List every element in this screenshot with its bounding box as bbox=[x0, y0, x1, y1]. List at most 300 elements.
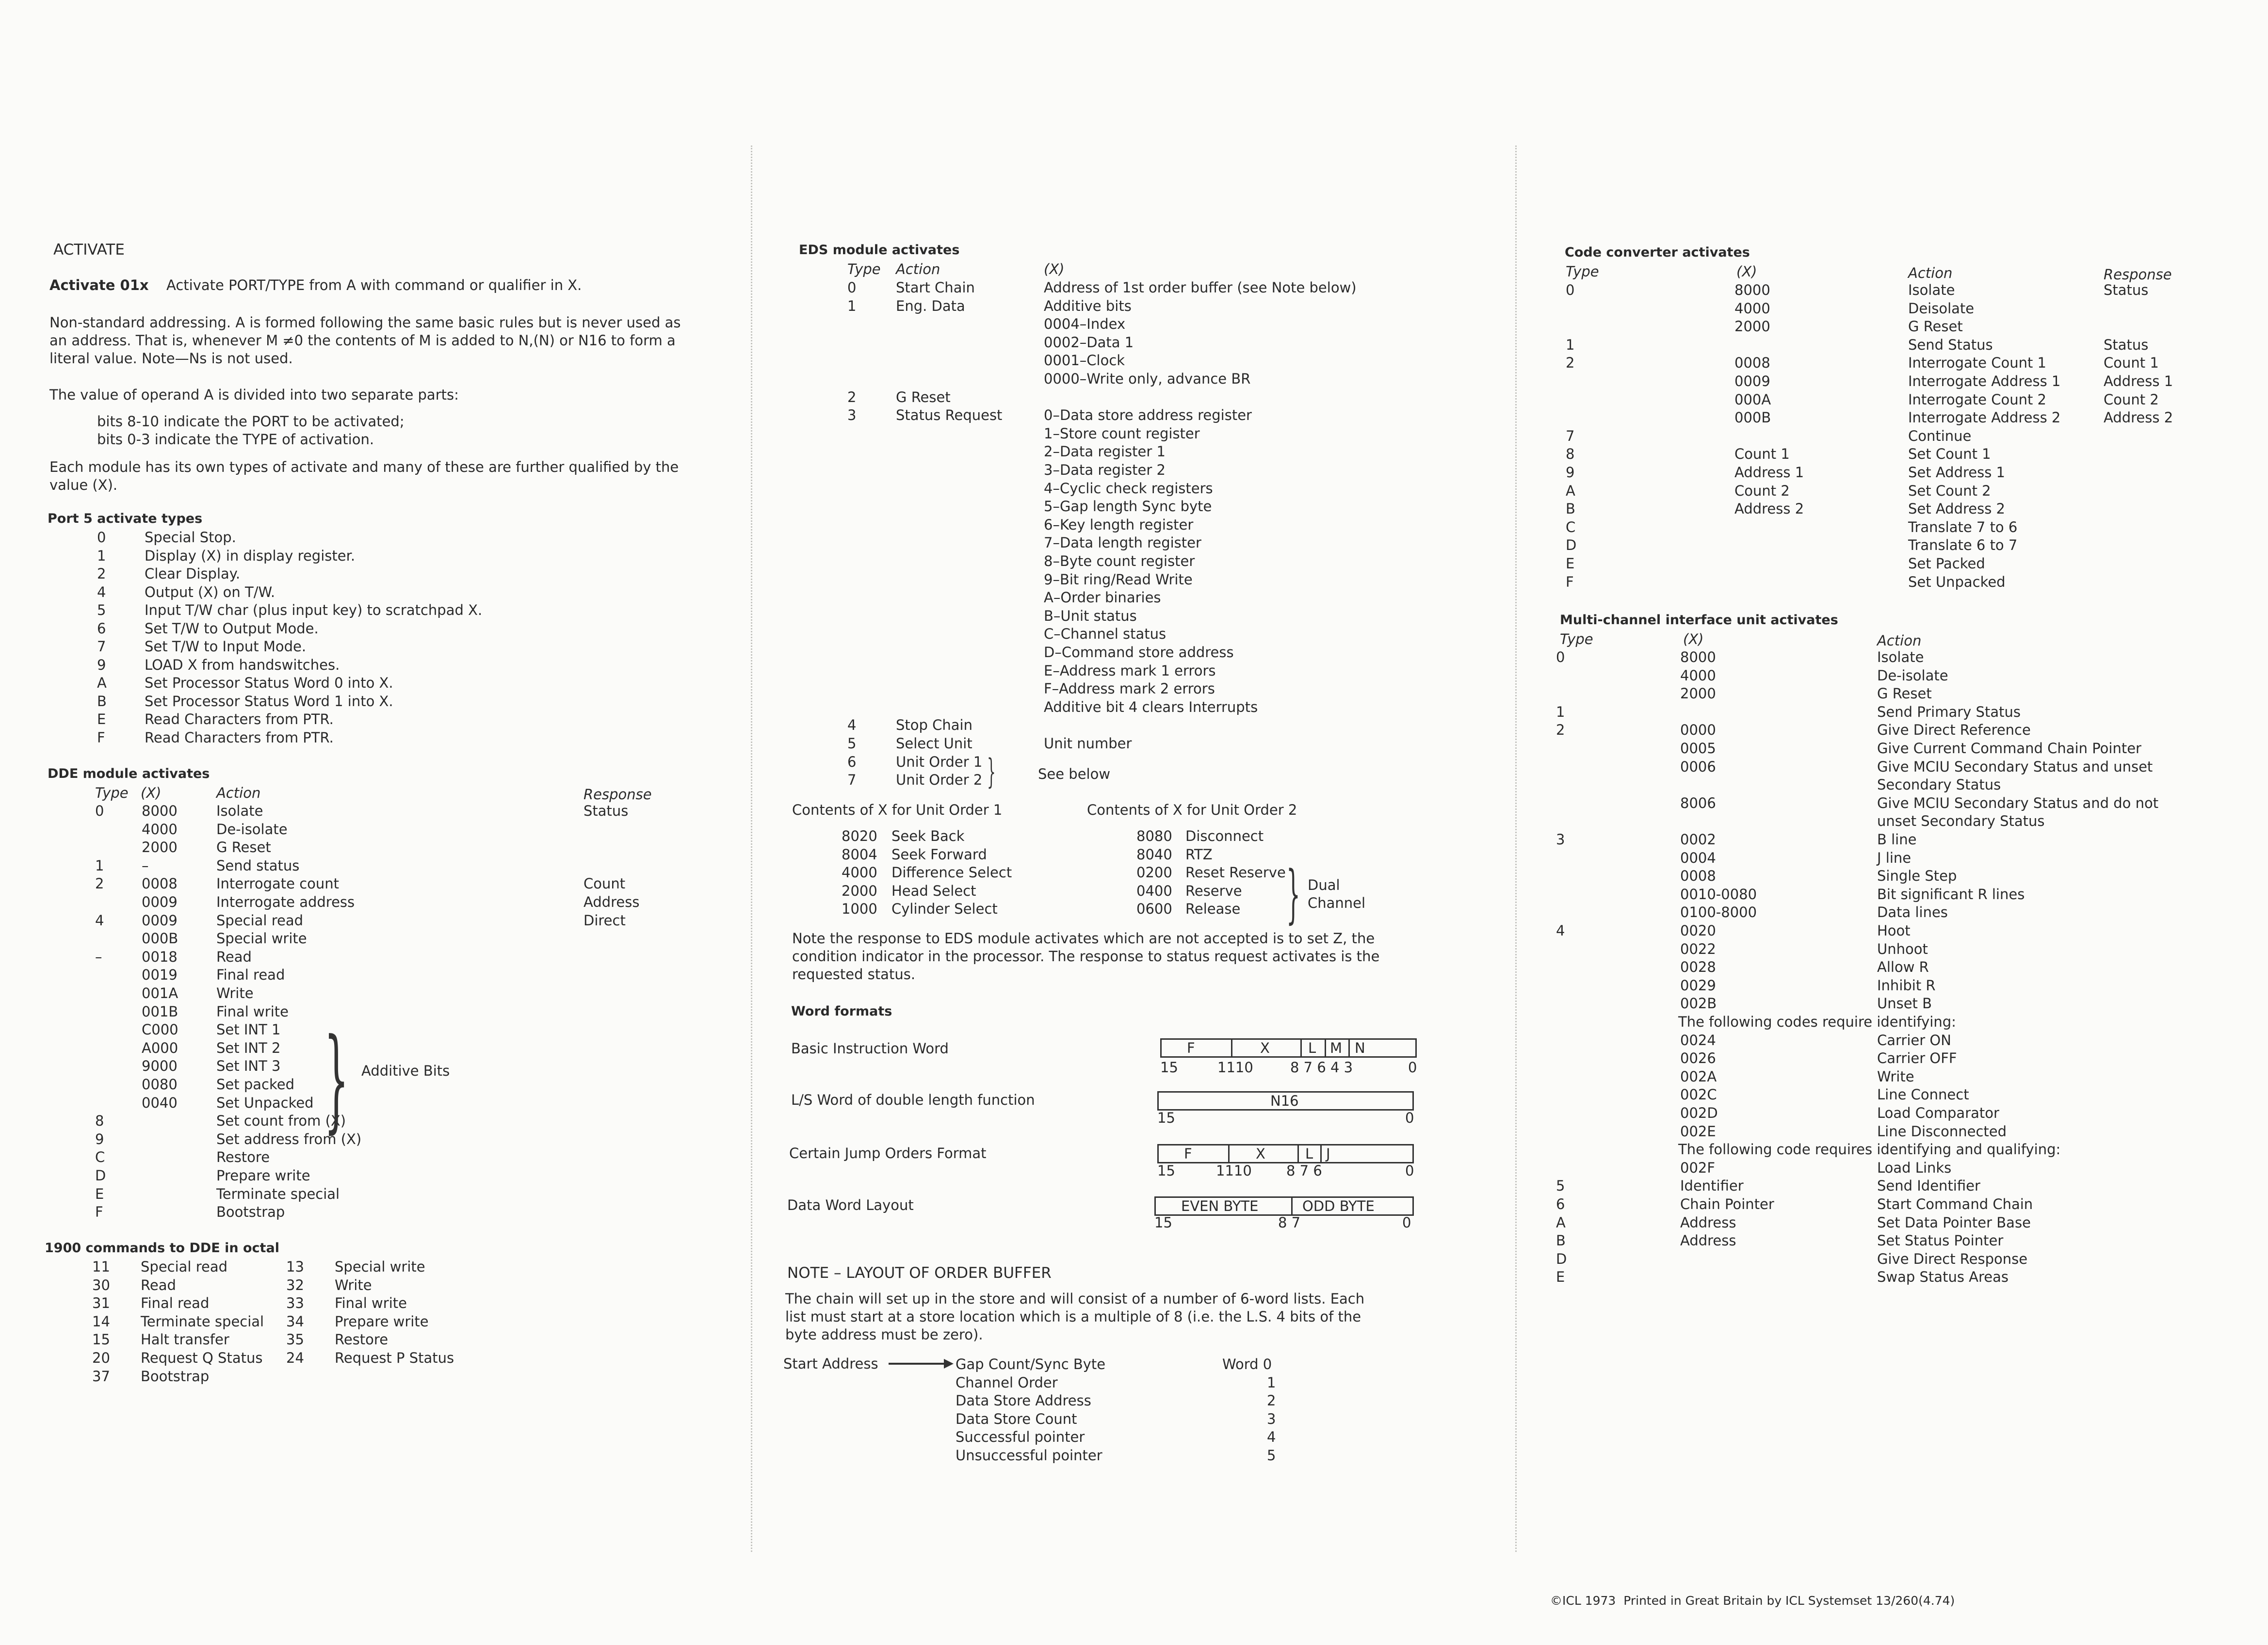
eds-type: 7 bbox=[847, 772, 857, 789]
octal-action: Read bbox=[141, 1276, 176, 1293]
mc-action: G Reset bbox=[1877, 685, 1932, 702]
mc-header-x: (X) bbox=[1683, 631, 1704, 647]
mc-type: B bbox=[1556, 1232, 1566, 1249]
cc-action: Deisolate bbox=[1908, 300, 1975, 317]
uo1-code: 8004 bbox=[842, 846, 877, 863]
dde-x: 2000 bbox=[142, 839, 178, 856]
start-address-label: Start Address bbox=[783, 1355, 878, 1372]
dde-response: Count bbox=[583, 875, 626, 892]
eds-type: 1 bbox=[847, 297, 857, 314]
eds-x: 0–Data store address register bbox=[1044, 407, 1252, 424]
mc-action: Single Step bbox=[1877, 868, 1957, 885]
dde-action: Interrogate count bbox=[216, 875, 340, 892]
mc-action: Line Connect bbox=[1877, 1086, 1969, 1103]
dde-x: 001B bbox=[142, 1003, 178, 1020]
dde-type: 9 bbox=[95, 1130, 104, 1147]
mc-x: Chain Pointer bbox=[1680, 1196, 1774, 1212]
dde-response: Status bbox=[583, 803, 629, 819]
mc-note: The following code requires identifying and qualifying: bbox=[1678, 1141, 2061, 1158]
port5-text: LOAD X from handswitches. bbox=[145, 656, 340, 673]
mc-x: 0020 bbox=[1680, 922, 1716, 939]
unit-order-2-title: Contents of X for Unit Order 2 bbox=[1087, 802, 1297, 818]
port5-text: Set Processor Status Word 0 into X. bbox=[145, 675, 393, 691]
unit-order-brace: } bbox=[987, 752, 996, 791]
cc-x: Count 2 bbox=[1734, 482, 1790, 499]
port5-code: A bbox=[97, 675, 107, 691]
dde-x: 000B bbox=[142, 930, 178, 947]
octal-action: Final write bbox=[335, 1295, 407, 1312]
dde-x: 001A bbox=[142, 985, 178, 1001]
port5-text: Input T/W char (plus input key) to scratchpad X. bbox=[145, 602, 483, 618]
dde-action: Set count from (X) bbox=[216, 1113, 346, 1129]
mc-action: Secondary Status bbox=[1877, 776, 2001, 793]
mc-x: 8000 bbox=[1680, 649, 1716, 665]
cc-x: 8000 bbox=[1734, 282, 1770, 298]
eds-x: 0002–Data 1 bbox=[1044, 334, 1134, 351]
cc-x: 000B bbox=[1734, 409, 1771, 426]
cc-x: Count 1 bbox=[1734, 446, 1790, 463]
dde-action: Final write bbox=[216, 1003, 289, 1020]
port5-text: Read Characters from PTR. bbox=[145, 711, 334, 727]
jump-scale-15: 15 bbox=[1157, 1162, 1175, 1179]
dde-action: Prepare write bbox=[216, 1167, 310, 1184]
field-n16: N16 bbox=[1270, 1093, 1299, 1109]
octal-action: Restore bbox=[335, 1331, 389, 1348]
dde-x: 0080 bbox=[142, 1076, 178, 1093]
data-word-label: Data Word Layout bbox=[787, 1197, 914, 1213]
dde-type: 1 bbox=[95, 857, 104, 874]
buffer-word: 4 bbox=[1267, 1429, 1276, 1446]
order-buffer-text: The chain will set up in the store and will consist of a number of 6-word lists. Each list must start at a store location which is a multiple of 8 (i.e. the L.S. 4 bits of the byte address must be zero). bbox=[785, 1290, 1365, 1343]
fold-line-left bbox=[751, 145, 752, 1552]
eds-header-type: Type bbox=[847, 261, 881, 277]
mc-x: 002C bbox=[1680, 1086, 1717, 1103]
dde-response: Direct bbox=[583, 912, 626, 929]
eds-x: 0000–Write only, advance BR bbox=[1044, 371, 1251, 387]
dde-response: Address bbox=[583, 894, 640, 910]
mc-action: De-isolate bbox=[1877, 667, 1948, 684]
eds-action: Status Request bbox=[896, 407, 1003, 424]
cc-type: C bbox=[1566, 518, 1576, 535]
port5-code: 1 bbox=[97, 547, 106, 564]
port5-code: 9 bbox=[97, 656, 106, 673]
basic-scale-0: 0 bbox=[1408, 1059, 1417, 1076]
activate-heading: ACTIVATE bbox=[53, 241, 125, 258]
dde-x: C000 bbox=[142, 1021, 178, 1038]
field-n: N bbox=[1355, 1040, 1365, 1056]
dde-action: Set address from (X) bbox=[216, 1130, 362, 1147]
ls-word-diagram bbox=[1157, 1091, 1414, 1111]
field-odd-byte: ODD BYTE bbox=[1302, 1198, 1375, 1214]
mc-type: 2 bbox=[1556, 722, 1565, 739]
buffer-word: 5 bbox=[1267, 1447, 1276, 1464]
dual-channel-label-2: Channel bbox=[1308, 895, 1366, 911]
cc-type: D bbox=[1566, 537, 1577, 554]
cc-action: G Reset bbox=[1908, 318, 1963, 335]
ls-scale-15: 15 bbox=[1157, 1110, 1175, 1126]
uo1-text: Difference Select bbox=[891, 864, 1012, 881]
eds-x: 3–Data register 2 bbox=[1044, 462, 1166, 478]
mc-action: Start Command Chain bbox=[1877, 1196, 2033, 1212]
octal-action: Bootstrap bbox=[141, 1368, 210, 1385]
mc-x: 4000 bbox=[1680, 667, 1716, 684]
operand-bit-line: bits 0-3 indicate the TYPE of activation. bbox=[97, 431, 374, 448]
mc-x: 2000 bbox=[1680, 685, 1716, 702]
cc-type: A bbox=[1566, 482, 1575, 499]
uo2-code: 8040 bbox=[1136, 846, 1172, 863]
cc-header-action: Action bbox=[1908, 265, 1953, 281]
start-address-arrow-icon bbox=[888, 1356, 956, 1371]
field-l: L bbox=[1305, 1145, 1313, 1162]
eds-action: Unit Order 2 bbox=[896, 772, 983, 789]
octal-code: 32 bbox=[286, 1276, 304, 1293]
octal-code: 31 bbox=[92, 1295, 110, 1312]
cc-action: Continue bbox=[1908, 427, 1972, 444]
mc-action: Send Identifier bbox=[1877, 1177, 1980, 1194]
dde-action: Read bbox=[216, 948, 252, 965]
cc-x: 000A bbox=[1734, 391, 1771, 408]
mc-note: The following codes require identifying: bbox=[1678, 1014, 1956, 1030]
eds-x: 1–Store count register bbox=[1044, 425, 1200, 442]
port5-text: Special Stop. bbox=[145, 529, 236, 546]
cc-type: 9 bbox=[1566, 464, 1575, 481]
dde-type: E bbox=[95, 1185, 104, 1202]
jump-scale-mid: 8 7 6 bbox=[1286, 1162, 1322, 1179]
basic-instruction-diagram bbox=[1160, 1038, 1417, 1058]
eds-action: Unit Order 1 bbox=[896, 753, 983, 770]
cc-action: Set Count 2 bbox=[1908, 482, 1991, 499]
mc-type: 0 bbox=[1556, 649, 1565, 665]
cc-type: B bbox=[1566, 500, 1575, 517]
dde-action: Set INT 2 bbox=[216, 1039, 281, 1056]
mc-type: D bbox=[1556, 1250, 1567, 1267]
basic-scale-mid: 8 7 6 4 3 bbox=[1290, 1059, 1353, 1076]
eds-action: Select Unit bbox=[896, 735, 972, 752]
copyright-footer: ©ICL 1973 Printed in Great Britain by ICL Systemset 13/260(4.74) bbox=[1550, 1594, 1955, 1608]
eds-x: Additive bits bbox=[1044, 297, 1132, 314]
dde-action: Terminate special bbox=[216, 1185, 340, 1202]
multichannel-title: Multi-channel interface unit activates bbox=[1560, 613, 1838, 628]
dde-type: D bbox=[95, 1167, 106, 1184]
uo2-text: Reserve bbox=[1185, 882, 1242, 899]
eds-x: 0001–Clock bbox=[1044, 352, 1125, 369]
cc-header-x: (X) bbox=[1736, 263, 1757, 280]
mc-action: Inhibit R bbox=[1877, 977, 1936, 994]
mc-action: Give MCIU Secondary Status and unset bbox=[1877, 758, 2153, 775]
mc-action: Give Direct Reference bbox=[1877, 722, 2031, 739]
eds-title: EDS module activates bbox=[799, 242, 960, 258]
port5-text: Set T/W to Input Mode. bbox=[145, 638, 307, 655]
eds-x: 9–Bit ring/Read Write bbox=[1044, 571, 1193, 588]
cc-x: Address 1 bbox=[1734, 464, 1804, 481]
port5-text: Set T/W to Output Mode. bbox=[145, 620, 319, 637]
code-converter-title: Code converter activates bbox=[1565, 245, 1750, 260]
dde-x: 4000 bbox=[142, 821, 178, 838]
uo1-text: Head Select bbox=[891, 882, 976, 899]
dual-channel-brace: } bbox=[1286, 857, 1300, 931]
mc-x: 002D bbox=[1680, 1105, 1718, 1121]
cc-action: Set Packed bbox=[1908, 555, 1985, 572]
ls-scale-0: 0 bbox=[1405, 1110, 1414, 1126]
mc-type: 4 bbox=[1556, 922, 1565, 939]
dde-header-x: (X) bbox=[141, 785, 162, 801]
jump-orders-label: Certain Jump Orders Format bbox=[789, 1145, 987, 1161]
eds-x: Unit number bbox=[1044, 735, 1132, 752]
field-l: L bbox=[1308, 1040, 1316, 1056]
mc-action: unset Secondary Status bbox=[1877, 813, 2045, 830]
mc-x: 0100-8000 bbox=[1680, 904, 1757, 921]
mc-action: Carrier OFF bbox=[1877, 1050, 1957, 1067]
eds-x: 4–Cyclic check registers bbox=[1044, 480, 1213, 497]
field-f: F bbox=[1184, 1145, 1192, 1162]
port5-text: Display (X) in display register. bbox=[145, 547, 356, 564]
octal-action: Request Q Status bbox=[141, 1350, 263, 1366]
octal-code: 20 bbox=[92, 1350, 110, 1366]
dde-type: 8 bbox=[95, 1113, 104, 1129]
cc-response: Count 1 bbox=[2104, 355, 2159, 371]
mc-action: Swap Status Areas bbox=[1877, 1269, 2009, 1286]
cc-action: Interrogate Address 2 bbox=[1908, 409, 2061, 426]
dde-type: 0 bbox=[95, 803, 104, 819]
dde-x: 9000 bbox=[142, 1058, 178, 1075]
octal-code: 34 bbox=[286, 1313, 304, 1330]
cc-type: 1 bbox=[1566, 336, 1575, 353]
cc-action: Interrogate Count 1 bbox=[1908, 355, 2046, 371]
buffer-item: Data Store Address bbox=[956, 1392, 1091, 1409]
uo1-code: 1000 bbox=[842, 901, 877, 917]
buffer-word: 2 bbox=[1267, 1392, 1276, 1409]
buffer-word: 1 bbox=[1267, 1374, 1276, 1391]
cc-x: 4000 bbox=[1734, 300, 1770, 317]
jump-scale-0: 0 bbox=[1405, 1162, 1414, 1179]
cc-type: 2 bbox=[1566, 355, 1575, 371]
mc-type: A bbox=[1556, 1214, 1566, 1231]
additive-bits-label: Additive Bits bbox=[361, 1063, 450, 1079]
mc-type: E bbox=[1556, 1269, 1565, 1286]
mc-action: Line Disconnected bbox=[1877, 1123, 2007, 1140]
cc-action: Isolate bbox=[1908, 282, 1955, 298]
dde-action: De-isolate bbox=[216, 821, 288, 838]
mc-action: Isolate bbox=[1877, 649, 1924, 665]
dde-header-type: Type bbox=[95, 785, 129, 801]
mc-action: Load Links bbox=[1877, 1159, 1952, 1176]
dde-action: Restore bbox=[216, 1149, 270, 1166]
dde-action: Final read bbox=[216, 967, 285, 984]
uo2-code: 0200 bbox=[1136, 864, 1172, 881]
cc-header-type: Type bbox=[1566, 263, 1599, 280]
port5-code: E bbox=[97, 711, 106, 727]
eds-type: 3 bbox=[847, 407, 857, 424]
basic-scale-1110: 1110 bbox=[1217, 1059, 1253, 1076]
cc-x: 0008 bbox=[1734, 355, 1770, 371]
word-formats-title: Word formats bbox=[791, 1004, 892, 1019]
mc-action: Load Comparator bbox=[1877, 1105, 1999, 1121]
eds-type: 5 bbox=[847, 735, 857, 752]
field-m: M bbox=[1330, 1040, 1343, 1056]
uo2-text: Release bbox=[1185, 901, 1241, 917]
mc-x: 002F bbox=[1680, 1159, 1716, 1176]
octal-action: Terminate special bbox=[141, 1313, 264, 1330]
mc-action: Hoot bbox=[1877, 922, 1911, 939]
dde-x: 0008 bbox=[142, 875, 178, 892]
uo2-text: Disconnect bbox=[1185, 828, 1264, 844]
basic-instruction-label: Basic Instruction Word bbox=[791, 1040, 949, 1057]
eds-x: Additive bit 4 clears Interrupts bbox=[1044, 698, 1258, 715]
ls-word-label: L/S Word of double length function bbox=[791, 1092, 1035, 1108]
mc-x: 0008 bbox=[1680, 868, 1716, 885]
dde-x: A000 bbox=[142, 1039, 178, 1056]
mc-action: Allow R bbox=[1877, 959, 1929, 976]
cc-response: Address 1 bbox=[2104, 373, 2173, 389]
port5-code: 5 bbox=[97, 602, 106, 618]
uo1-code: 8020 bbox=[842, 828, 877, 844]
mc-header-type: Type bbox=[1560, 631, 1593, 647]
eds-action: Eng. Data bbox=[896, 297, 965, 314]
dde-action: Isolate bbox=[216, 803, 263, 819]
mc-x: Address bbox=[1680, 1232, 1736, 1249]
eds-type: 0 bbox=[847, 279, 857, 296]
eds-x: 6–Key length register bbox=[1044, 516, 1194, 533]
additive-bits-brace: } bbox=[324, 1015, 349, 1145]
dde-x: 0040 bbox=[142, 1094, 178, 1111]
uo2-code: 8080 bbox=[1136, 828, 1172, 844]
eds-action: Start Chain bbox=[896, 279, 975, 296]
octal-code: 24 bbox=[286, 1350, 304, 1366]
dde-action: Write bbox=[216, 985, 254, 1001]
mc-x: 8006 bbox=[1680, 794, 1716, 811]
mc-action: Bit significant R lines bbox=[1877, 886, 2025, 903]
uo2-text: Reset Reserve bbox=[1185, 864, 1286, 881]
mc-x: 0000 bbox=[1680, 722, 1716, 739]
octal-code: 15 bbox=[92, 1331, 110, 1348]
cc-x: 2000 bbox=[1734, 318, 1770, 335]
dde-title: DDE module activates bbox=[48, 766, 210, 781]
port5-text: Read Characters from PTR. bbox=[145, 729, 334, 746]
eds-x: 8–Byte count register bbox=[1044, 553, 1195, 569]
mc-x: Address bbox=[1680, 1214, 1736, 1231]
eds-x: Address of 1st order buffer (see Note below) bbox=[1044, 279, 1357, 296]
port5-title: Port 5 activate types bbox=[48, 511, 203, 526]
buffer-item: Data Store Count bbox=[956, 1410, 1077, 1427]
dde-x: 0019 bbox=[142, 967, 178, 984]
cc-type: F bbox=[1566, 573, 1574, 590]
octal-code: 35 bbox=[286, 1331, 304, 1348]
dde-type: F bbox=[95, 1204, 103, 1221]
dde-type: 2 bbox=[95, 875, 104, 892]
buffer-item: Unsuccessful pointer bbox=[956, 1447, 1102, 1464]
dde-action: Special read bbox=[216, 912, 304, 929]
eds-type: 6 bbox=[847, 753, 857, 770]
data-scale-mid: 8 7 bbox=[1278, 1214, 1301, 1231]
uo2-text: RTZ bbox=[1185, 846, 1213, 863]
mc-action: Unhoot bbox=[1877, 940, 1928, 957]
field-x: X bbox=[1256, 1145, 1265, 1162]
field-even-byte: EVEN BYTE bbox=[1181, 1198, 1259, 1214]
dde-x: – bbox=[142, 857, 149, 874]
octal-action: Prepare write bbox=[335, 1313, 429, 1330]
mc-x: 0024 bbox=[1680, 1032, 1716, 1048]
eds-x: 5–Gap length Sync byte bbox=[1044, 498, 1212, 515]
mc-x: 0029 bbox=[1680, 977, 1716, 994]
eds-x: E–Address mark 1 errors bbox=[1044, 662, 1216, 679]
eds-x: 0004–Index bbox=[1044, 316, 1126, 333]
mc-x: 0004 bbox=[1680, 849, 1716, 866]
mc-type: 6 bbox=[1556, 1196, 1565, 1212]
dde-action: G Reset bbox=[216, 839, 271, 856]
order-buffer-title: NOTE – LAYOUT OF ORDER BUFFER bbox=[787, 1264, 1052, 1282]
field-f: F bbox=[1187, 1040, 1195, 1056]
dde-action: Special write bbox=[216, 930, 307, 947]
mc-action: Give Current Command Chain Pointer bbox=[1877, 740, 2141, 757]
dde-action: Set INT 1 bbox=[216, 1021, 281, 1038]
cc-action: Translate 6 to 7 bbox=[1908, 537, 2018, 554]
eds-x: A–Order binaries bbox=[1044, 589, 1161, 606]
cc-header-response: Response bbox=[2104, 266, 2172, 283]
dde-x: 0009 bbox=[142, 912, 178, 929]
module-note: Each module has its own types of activate and many of these are further qualified by the value (X). bbox=[49, 459, 679, 493]
port5-code: 4 bbox=[97, 583, 106, 600]
data-scale-15: 15 bbox=[1154, 1214, 1172, 1231]
field-x: X bbox=[1260, 1040, 1270, 1056]
dde-header-action: Action bbox=[216, 785, 261, 801]
octal-code: 37 bbox=[92, 1368, 110, 1385]
dde-x: 8000 bbox=[142, 803, 178, 819]
jump-scale-1110: 1110 bbox=[1216, 1162, 1252, 1179]
dde-action: Interrogate address bbox=[216, 894, 355, 910]
dde-action: Set INT 3 bbox=[216, 1058, 281, 1075]
mc-x: 0022 bbox=[1680, 940, 1716, 957]
cc-response: Status bbox=[2104, 336, 2149, 353]
octal-action: Halt transfer bbox=[141, 1331, 229, 1348]
port5-code: F bbox=[97, 729, 105, 746]
mc-x: 0010-0080 bbox=[1680, 886, 1757, 903]
mc-x: 002E bbox=[1680, 1123, 1716, 1140]
dde-action: Set Unpacked bbox=[216, 1094, 314, 1111]
mc-action: Unset B bbox=[1877, 995, 1932, 1012]
mc-action: Give Direct Response bbox=[1877, 1250, 2028, 1267]
mc-x: 0006 bbox=[1680, 758, 1716, 775]
mc-x: 002B bbox=[1680, 995, 1717, 1012]
mc-action: Write bbox=[1877, 1068, 1914, 1085]
octal-action: Write bbox=[335, 1276, 372, 1293]
cc-action: Send Status bbox=[1908, 336, 1993, 353]
eds-x: F–Address mark 2 errors bbox=[1044, 680, 1215, 697]
octal-code: 33 bbox=[286, 1295, 304, 1312]
uo1-text: Seek Forward bbox=[891, 846, 987, 863]
cc-action: Interrogate Address 1 bbox=[1908, 373, 2061, 389]
unit-order-1-title: Contents of X for Unit Order 1 bbox=[792, 802, 1003, 818]
mc-action: Data lines bbox=[1877, 904, 1948, 921]
eds-type: 4 bbox=[847, 717, 857, 734]
eds-header-action: Action bbox=[896, 261, 940, 277]
octal-action: Request P Status bbox=[335, 1350, 454, 1366]
octal-action: Special write bbox=[335, 1258, 425, 1275]
dde-header-response: Response bbox=[583, 786, 652, 803]
mc-x: Identifier bbox=[1680, 1177, 1744, 1194]
cc-type: 0 bbox=[1566, 282, 1575, 298]
mc-x: 002A bbox=[1680, 1068, 1717, 1085]
cc-response: Status bbox=[2104, 282, 2149, 298]
cc-type: E bbox=[1566, 555, 1575, 572]
mc-x: 0005 bbox=[1680, 740, 1716, 757]
cc-action: Translate 7 to 6 bbox=[1908, 518, 2018, 535]
uo1-text: Cylinder Select bbox=[891, 901, 998, 917]
mc-action: Set Status Pointer bbox=[1877, 1232, 2004, 1249]
mc-header-action: Action bbox=[1877, 632, 1922, 649]
cc-action: Set Address 1 bbox=[1908, 464, 2005, 481]
octal-code: 14 bbox=[92, 1313, 110, 1330]
buffer-word: 3 bbox=[1267, 1410, 1276, 1427]
